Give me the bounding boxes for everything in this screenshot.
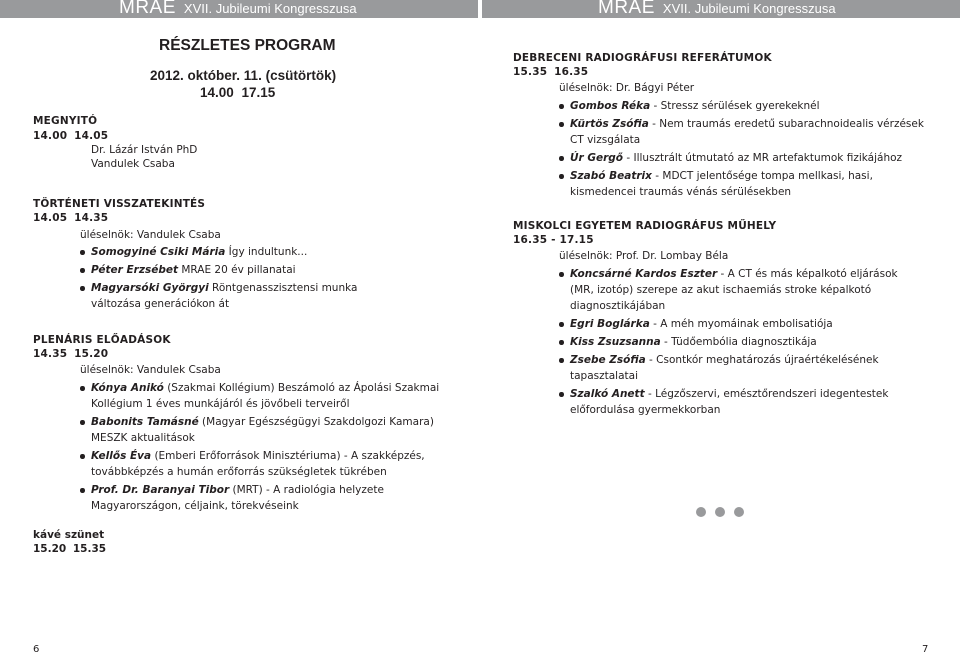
bullet-icon <box>559 272 564 277</box>
header-left-brand: MRAE <box>119 0 176 18</box>
bullet-icon <box>559 104 564 109</box>
header-right-text <box>598 0 836 19</box>
list-item <box>80 244 435 260</box>
talk-title: - A méh myomáinak embolisatiója <box>649 318 833 330</box>
list-item <box>559 98 924 114</box>
talk-title: - Nem traumás eredetű subarachnoidealis vérzések CT vizsgálata <box>570 118 924 146</box>
page-number-right: 7 <box>922 644 929 655</box>
miskolc-time: 16.35 - 17.15 <box>513 234 594 246</box>
speaker-name: Magyarsóki Györgyi <box>91 282 209 294</box>
page-number-left: 6 <box>33 644 40 655</box>
speaker-name: Úr Gergő <box>570 152 624 164</box>
header-left-subtitle: XVII. Jubileumi Kongresszusa <box>183 1 357 16</box>
list-item <box>559 386 924 418</box>
list-item <box>559 150 924 166</box>
speaker-name: Somogyiné Csiki Mária <box>91 246 226 258</box>
bullet-icon <box>80 268 85 273</box>
dot-icon <box>696 507 706 517</box>
list-item <box>559 316 924 332</box>
list-item <box>80 414 446 446</box>
talk-title: - Csontkór meghatározás újraértékelésének tapasztalatai <box>570 354 879 382</box>
coffee-title: kávé szünet <box>33 529 105 541</box>
header-bar-right <box>482 0 960 18</box>
talk-title: (MRT) - A radiológia helyzete Magyarországon, céljaink, törekvéseink <box>91 484 384 512</box>
list-item <box>80 280 391 312</box>
list-item <box>80 380 446 412</box>
speaker-name: Szabó Beatrix <box>570 170 652 182</box>
history-time: 14.05 14.35 <box>33 212 109 224</box>
speaker-name: Péter Erzsébet <box>91 264 178 276</box>
speaker-name: Zsebe Zsófia <box>570 354 646 366</box>
plenary-list <box>80 380 446 516</box>
bullet-icon <box>80 488 85 493</box>
decorative-dots <box>696 502 753 521</box>
header-right-subtitle: XVII. Jubileumi Kongresszusa <box>662 1 836 16</box>
talk-title: - Légzőszervi, emésztőrendszeri idegentestek előfordulása gyermekkorban <box>570 388 889 416</box>
bullet-icon <box>80 250 85 255</box>
talk-title: Röntgenasszisztensi munka változása generációkon át <box>91 282 358 310</box>
talk-title: - Stressz sérülések gyerekeknél <box>650 100 820 112</box>
opening-person-2: Vandulek Csaba <box>91 158 175 170</box>
history-chair: üléselnök: Vandulek Csaba <box>80 229 221 241</box>
plenary-chair: üléselnök: Vandulek Csaba <box>80 364 221 376</box>
bullet-icon <box>559 174 564 179</box>
dot-icon <box>734 507 744 517</box>
bullet-icon <box>559 392 564 397</box>
opening-person-1: Dr. Lázár István PhD <box>91 144 198 156</box>
bullet-icon <box>559 122 564 127</box>
debrecen-list <box>559 98 924 202</box>
talk-title: (Emberi Erőforrások Minisztériuma) - A szakképzés, továbbképzés a humán erőforrás szükségletek tükrében <box>91 450 425 478</box>
speaker-name: Prof. Dr. Baranyai Tibor <box>91 484 230 496</box>
miskolc-list <box>559 266 924 420</box>
program-date: 2012. október. 11. (csütörtök) <box>150 68 337 83</box>
bullet-icon <box>559 322 564 327</box>
list-item <box>80 448 446 480</box>
plenary-time: 14.35 15.20 <box>33 348 109 360</box>
bullet-icon <box>559 340 564 345</box>
opening-title: MEGNYITÓ <box>33 115 98 127</box>
bullet-icon <box>559 156 564 161</box>
speaker-name: Kónya Anikó <box>91 382 164 394</box>
debrecen-chair: üléselnök: Dr. Bágyi Péter <box>559 82 695 94</box>
header-left-text <box>119 0 357 19</box>
talk-title: MRAE 20 év pillanatai <box>178 264 296 276</box>
bullet-icon <box>80 454 85 459</box>
talk-title: - A CT és más képalkotó eljárások (MR, izotóp) szerepe az akut ischaemiás stroke képalkotó diagnosztikájában <box>570 268 898 312</box>
speaker-name: Szalkó Anett <box>570 388 645 400</box>
debrecen-title: DEBRECENI RADIOGRÁFUSI REFERÁTUMOK <box>513 52 772 64</box>
dot-icon <box>715 507 725 517</box>
talk-title: - Illusztrált útmutató az MR artefaktumok fizikájához <box>623 152 903 164</box>
list-item <box>559 168 924 200</box>
talk-title: (Szakmai Kollégium) Beszámoló az Ápolási Szakmai Kollégium 1 éves munkájáról és jövőbeli terveiről <box>91 382 440 410</box>
list-item <box>559 334 924 350</box>
speaker-name: Kiss Zsuzsanna <box>570 336 661 348</box>
program-title: RÉSZLETES PROGRAM <box>159 37 336 54</box>
talk-title: Így indultunk... <box>225 246 308 258</box>
list-item <box>559 352 924 384</box>
talk-title: (Magyar Egészségügyi Szakdolgozi Kamara) MESZK aktualitások <box>91 416 434 444</box>
list-item <box>559 266 924 314</box>
debrecen-time: 15.35 16.35 <box>513 66 589 78</box>
list-item <box>559 116 924 148</box>
coffee-time: 15.20 15.35 <box>33 543 107 555</box>
plenary-title: PLENÁRIS ELŐADÁSOK <box>33 334 171 346</box>
bullet-icon <box>559 358 564 363</box>
speaker-name: Egri Boglárka <box>570 318 650 330</box>
opening-time: 14.00 14.05 <box>33 130 109 142</box>
bullet-icon <box>80 420 85 425</box>
speaker-name: Kellős Éva <box>91 450 152 462</box>
speaker-name: Gombos Réka <box>570 100 651 112</box>
program-time: 14.00 17.15 <box>200 85 276 100</box>
header-right-brand: MRAE <box>598 0 655 18</box>
talk-title: - MDCT jelentősége tompa mellkasi, hasi, kismedencei traumás vénás sérülésekben <box>570 170 873 198</box>
speaker-name: Kürtös Zsófia <box>570 118 649 130</box>
history-list <box>80 244 435 314</box>
history-title: TÖRTÉNETI VISSZATEKINTÉS <box>33 198 206 210</box>
miskolc-title: MISKOLCI EGYETEM RADIOGRÁFUS MŰHELY <box>513 220 777 232</box>
bullet-icon <box>80 386 85 391</box>
list-item <box>80 482 446 514</box>
speaker-name: Koncsárné Kardos Eszter <box>570 268 718 280</box>
miskolc-chair: üléselnök: Prof. Dr. Lombay Béla <box>559 250 729 262</box>
header-bar-left <box>0 0 478 18</box>
bullet-icon <box>80 286 85 291</box>
list-item <box>80 262 435 278</box>
speaker-name: Babonits Tamásné <box>91 416 199 428</box>
talk-title: - Tüdőembólia diagnosztikája <box>660 336 817 348</box>
